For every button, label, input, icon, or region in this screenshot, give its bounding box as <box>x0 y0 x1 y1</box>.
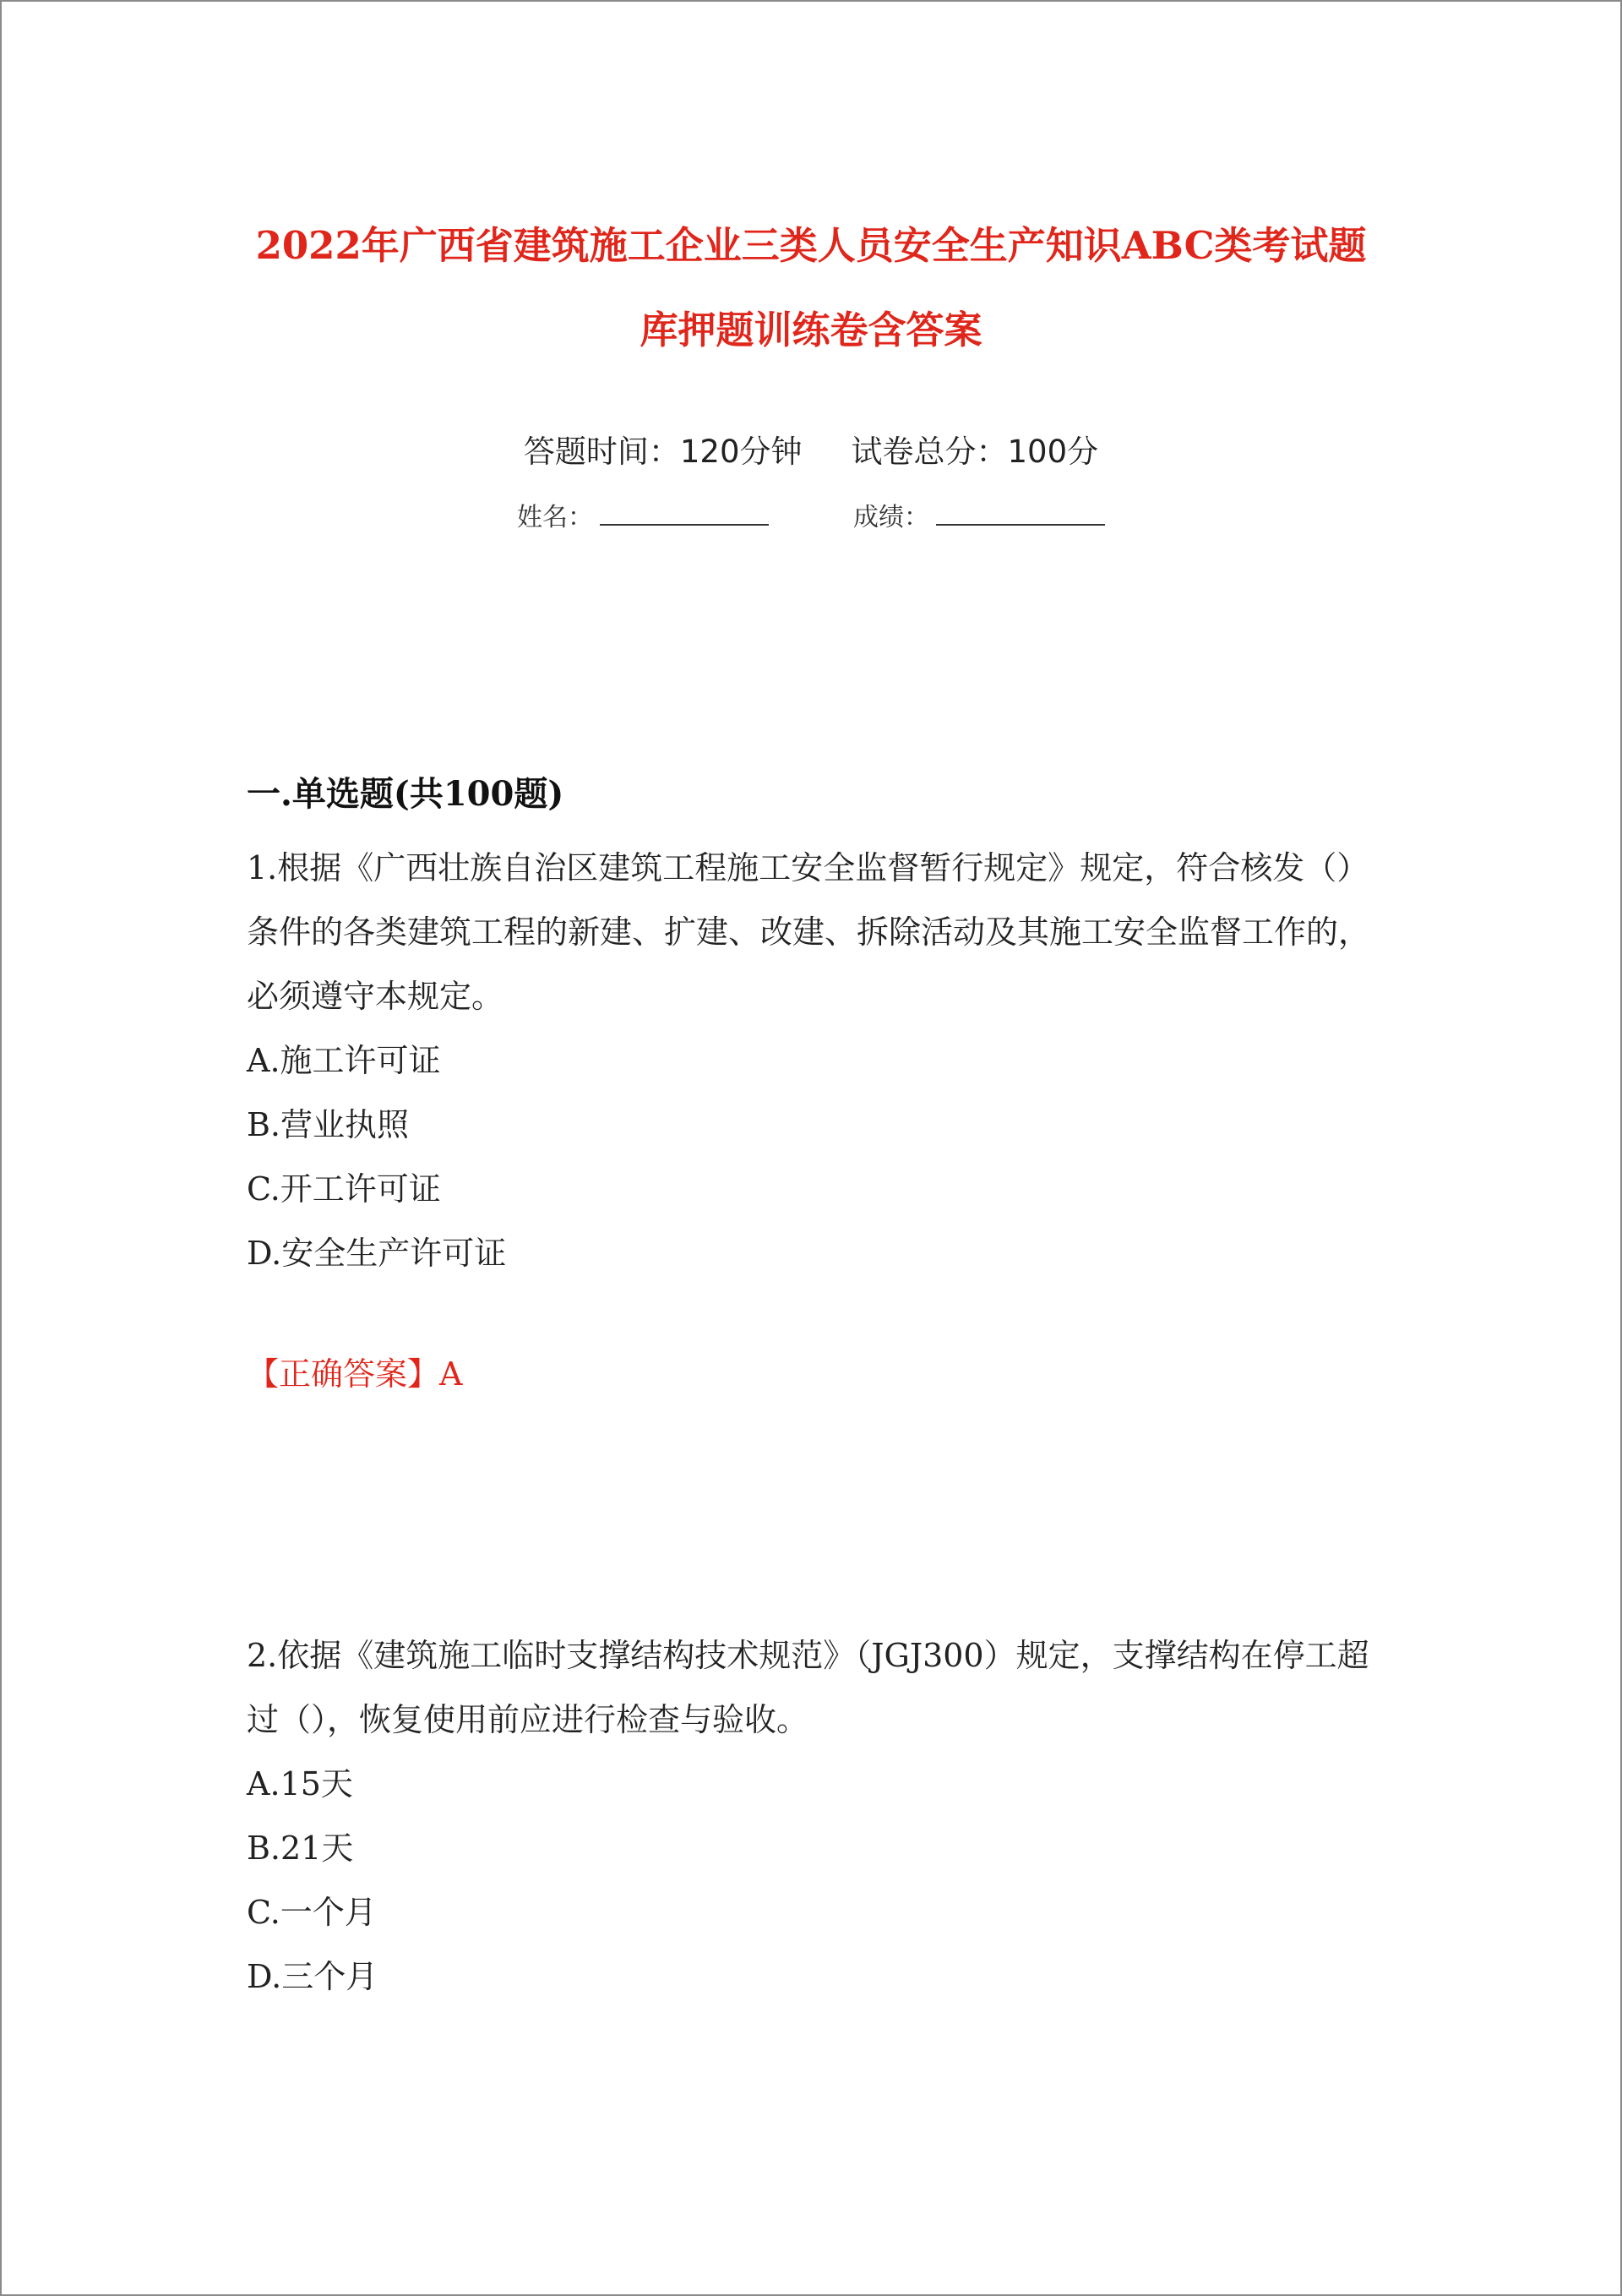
score-label: 试卷总分： <box>851 434 1008 470</box>
correct-answer: 【正确答案】A <box>247 1355 463 1393</box>
option-b: B.营业执照 <box>247 1106 410 1143</box>
option-c: C.一个月 <box>247 1894 377 1931</box>
option-a: A.施工许可证 <box>247 1042 441 1079</box>
name-grade-row <box>2 496 1620 533</box>
question-2 <box>247 1623 1396 2009</box>
time-label: 答题时间： <box>523 434 680 470</box>
question-stem: 2.依据《建筑施工临时支撑结构技术规范》（JGJ300）规定，支撑结构在停工超 过（），恢复使用前应进行检查与验收。 <box>247 1637 1369 1738</box>
document-title-line-1: 2022年广西省建筑施工企业三类人员安全生产知识ABC类考试题 <box>255 223 1367 268</box>
option-b: B.21天 <box>247 1830 354 1867</box>
question-1 <box>247 836 1396 1285</box>
time-value: 120分钟 <box>679 434 803 470</box>
name-label: 姓名： <box>517 503 593 532</box>
name-blank <box>600 500 769 526</box>
exam-time-score-row <box>2 426 1620 472</box>
document-title-line-2: 库押题训练卷含答案 <box>640 308 982 352</box>
score-value: 100分 <box>1007 434 1099 470</box>
option-a: A.15天 <box>247 1765 353 1802</box>
section-heading: 一.单选题(共100题) <box>247 774 564 814</box>
grade-blank <box>936 500 1105 526</box>
option-c: C.开工许可证 <box>247 1170 441 1208</box>
grade-label: 成绩： <box>853 503 929 532</box>
option-d: D.三个月 <box>247 1958 378 1995</box>
question-stem: 1.根据《广西壮族自治区建筑工程施工安全监督暂行规定》规定，符合核发（） 条件的各类建筑工程的新建、扩建、改建、拆除活动及其施工安全监督工作的， 必须遵守本规定。 <box>247 849 1371 1015</box>
option-d: D.安全生产许可证 <box>247 1235 507 1272</box>
